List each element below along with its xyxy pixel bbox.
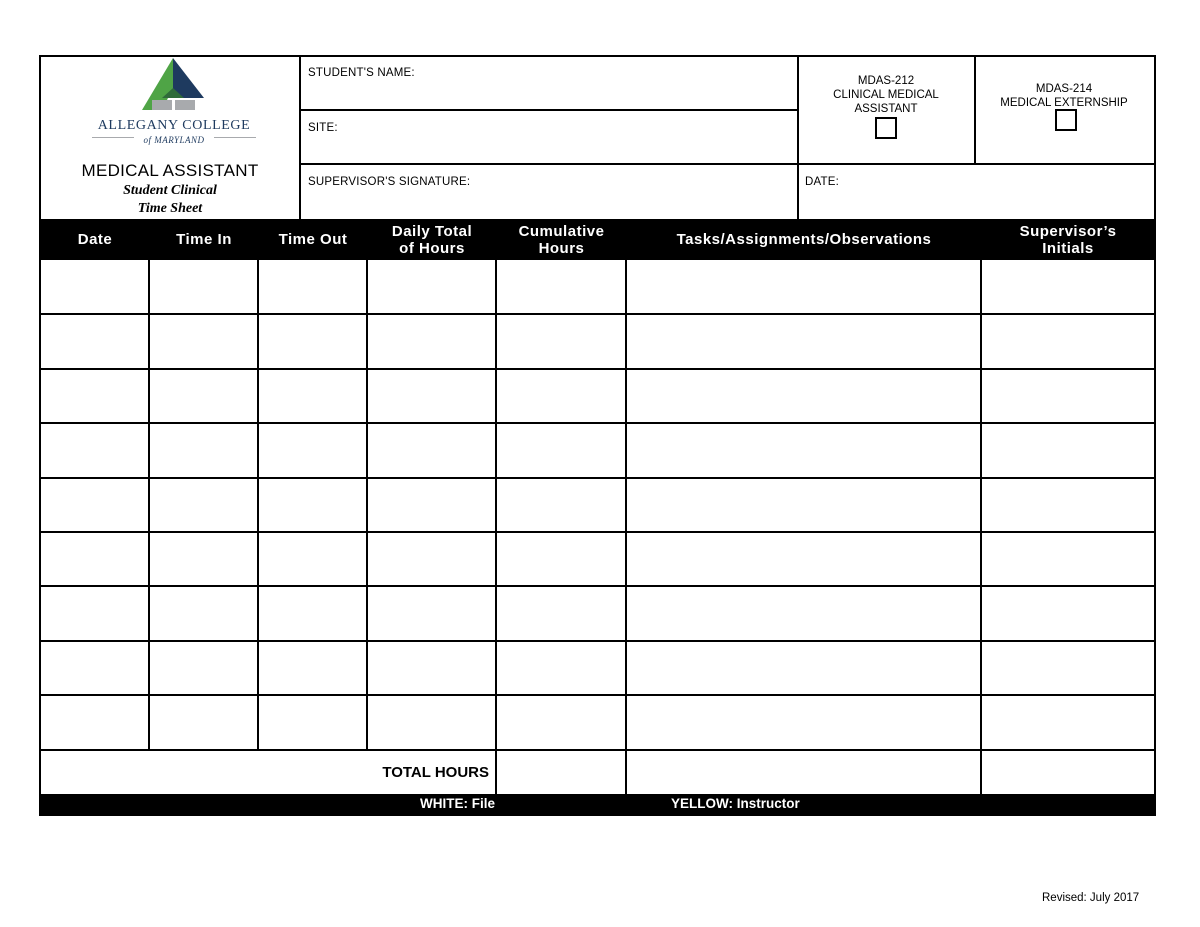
tasks-cell[interactable] xyxy=(627,370,980,422)
total-hours-label: TOTAL HOURS xyxy=(382,764,489,781)
course-code: MDAS-212 xyxy=(857,75,915,87)
daily-total-cell[interactable] xyxy=(368,370,495,422)
time-in-cell[interactable] xyxy=(150,370,258,422)
revised-date: Revised: July 2017 xyxy=(1042,892,1140,904)
cumulative-cell[interactable] xyxy=(497,261,625,313)
form-subtitle-1: Student Clinical xyxy=(123,183,217,198)
time-out-cell[interactable] xyxy=(259,424,367,476)
divider xyxy=(625,749,627,794)
column-header-time-in: Time In xyxy=(176,231,232,248)
course-title-line: ASSISTANT xyxy=(854,103,918,115)
divider xyxy=(980,749,982,794)
time-out-cell[interactable] xyxy=(259,533,367,585)
cumulative-cell[interactable] xyxy=(497,696,625,748)
divider xyxy=(299,57,301,219)
time-out-cell[interactable] xyxy=(259,642,367,694)
total-initials-field[interactable] xyxy=(983,752,1153,792)
initials-cell[interactable] xyxy=(982,424,1154,476)
column-header-daily-total: Daily Total of Hours xyxy=(391,222,473,257)
initials-cell[interactable] xyxy=(982,533,1154,585)
total-hours-field[interactable] xyxy=(498,752,624,792)
daily-total-cell[interactable] xyxy=(368,642,495,694)
date-cell[interactable] xyxy=(41,533,149,585)
date-field[interactable] xyxy=(801,190,1151,216)
time-in-cell[interactable] xyxy=(150,315,258,367)
daily-total-cell[interactable] xyxy=(368,696,495,748)
supervisor-signature-field[interactable] xyxy=(303,190,793,216)
initials-cell[interactable] xyxy=(982,261,1154,313)
column-divider xyxy=(257,260,259,750)
student-name-label: STUDENT'S NAME: xyxy=(308,67,415,79)
tasks-cell[interactable] xyxy=(627,315,980,367)
time-in-cell[interactable] xyxy=(150,642,258,694)
initials-cell[interactable] xyxy=(982,696,1154,748)
date-cell[interactable] xyxy=(41,587,149,639)
tasks-cell[interactable] xyxy=(627,642,980,694)
time-in-cell[interactable] xyxy=(150,479,258,531)
cumulative-cell[interactable] xyxy=(497,370,625,422)
divider xyxy=(41,749,1154,751)
tasks-cell[interactable] xyxy=(627,479,980,531)
date-cell[interactable] xyxy=(41,315,149,367)
daily-total-cell[interactable] xyxy=(368,587,495,639)
logo-college-name: ALLEGANY COLLEGE xyxy=(97,118,251,133)
date-cell[interactable] xyxy=(41,642,149,694)
mdas-214-checkbox[interactable] xyxy=(1055,109,1077,131)
column-divider xyxy=(495,260,497,750)
column-divider xyxy=(625,260,627,750)
course-title-line: CLINICAL MEDICAL xyxy=(833,89,939,101)
site-label: SITE: xyxy=(308,122,338,134)
column-header-cumulative: Cumulative Hours xyxy=(518,222,605,257)
date-cell[interactable] xyxy=(41,261,149,313)
form-subtitle-2: Time Sheet xyxy=(137,201,203,216)
college-logo xyxy=(140,58,206,112)
time-in-cell[interactable] xyxy=(150,587,258,639)
cumulative-cell[interactable] xyxy=(497,315,625,367)
divider xyxy=(495,749,497,794)
course-title-line: MEDICAL EXTERNSHIP xyxy=(1000,97,1128,109)
date-cell[interactable] xyxy=(41,424,149,476)
time-out-cell[interactable] xyxy=(259,479,367,531)
column-header-tasks: Tasks/Assignments/Observations xyxy=(676,231,932,248)
initials-cell[interactable] xyxy=(982,479,1154,531)
column-header-time-out: Time Out xyxy=(278,231,348,248)
column-divider xyxy=(148,260,150,750)
initials-cell[interactable] xyxy=(982,587,1154,639)
cumulative-cell[interactable] xyxy=(497,642,625,694)
copy-distribution-bar xyxy=(41,794,1154,814)
column-header-date: Date xyxy=(77,231,113,248)
time-in-cell[interactable] xyxy=(150,424,258,476)
initials-cell[interactable] xyxy=(982,315,1154,367)
daily-total-cell[interactable] xyxy=(368,315,495,367)
initials-cell[interactable] xyxy=(982,370,1154,422)
course-mdas-214 xyxy=(977,82,1151,110)
time-out-cell[interactable] xyxy=(259,696,367,748)
total-tasks-field[interactable] xyxy=(628,752,979,792)
daily-total-cell[interactable] xyxy=(368,424,495,476)
time-out-cell[interactable] xyxy=(259,587,367,639)
time-in-cell[interactable] xyxy=(150,696,258,748)
daily-total-cell[interactable] xyxy=(368,261,495,313)
initials-cell[interactable] xyxy=(982,642,1154,694)
mdas-212-checkbox[interactable] xyxy=(875,117,897,139)
date-label: DATE: xyxy=(805,176,840,188)
course-mdas-212 xyxy=(800,74,972,116)
logo-subline xyxy=(80,132,268,145)
course-code: MDAS-214 xyxy=(1035,83,1093,95)
daily-total-cell[interactable] xyxy=(368,533,495,585)
divider xyxy=(974,57,976,165)
cumulative-cell[interactable] xyxy=(497,587,625,639)
tasks-cell[interactable] xyxy=(627,261,980,313)
logo-of-maryland: of MARYLAND xyxy=(143,135,205,145)
yellow-copy-note: YELLOW: Instructor xyxy=(671,796,800,811)
tasks-cell[interactable] xyxy=(627,696,980,748)
time-in-cell[interactable] xyxy=(150,261,258,313)
student-name-field[interactable] xyxy=(303,82,793,106)
column-divider xyxy=(366,260,368,750)
cumulative-cell[interactable] xyxy=(497,533,625,585)
time-in-cell[interactable] xyxy=(150,533,258,585)
time-out-cell[interactable] xyxy=(259,370,367,422)
tasks-cell[interactable] xyxy=(627,533,980,585)
table-header xyxy=(41,219,1154,260)
date-cell[interactable] xyxy=(41,696,149,748)
daily-total-cell[interactable] xyxy=(368,479,495,531)
date-cell[interactable] xyxy=(41,370,149,422)
time-out-cell[interactable] xyxy=(259,261,367,313)
divider xyxy=(299,109,799,111)
column-divider xyxy=(980,260,982,750)
column-header-initials: Supervisor’s Initials xyxy=(1019,222,1117,257)
program-title: MEDICAL ASSISTANT xyxy=(81,161,259,180)
supervisor-signature-label: SUPERVISOR'S SIGNATURE: xyxy=(308,176,471,188)
time-out-cell[interactable] xyxy=(259,315,367,367)
white-copy-note: WHITE: File xyxy=(420,796,495,811)
divider xyxy=(797,57,799,219)
cumulative-cell[interactable] xyxy=(497,424,625,476)
site-field[interactable] xyxy=(303,136,793,160)
tasks-cell[interactable] xyxy=(627,587,980,639)
tasks-cell[interactable] xyxy=(627,424,980,476)
divider xyxy=(299,163,1154,165)
cumulative-cell[interactable] xyxy=(497,479,625,531)
date-cell[interactable] xyxy=(41,479,149,531)
